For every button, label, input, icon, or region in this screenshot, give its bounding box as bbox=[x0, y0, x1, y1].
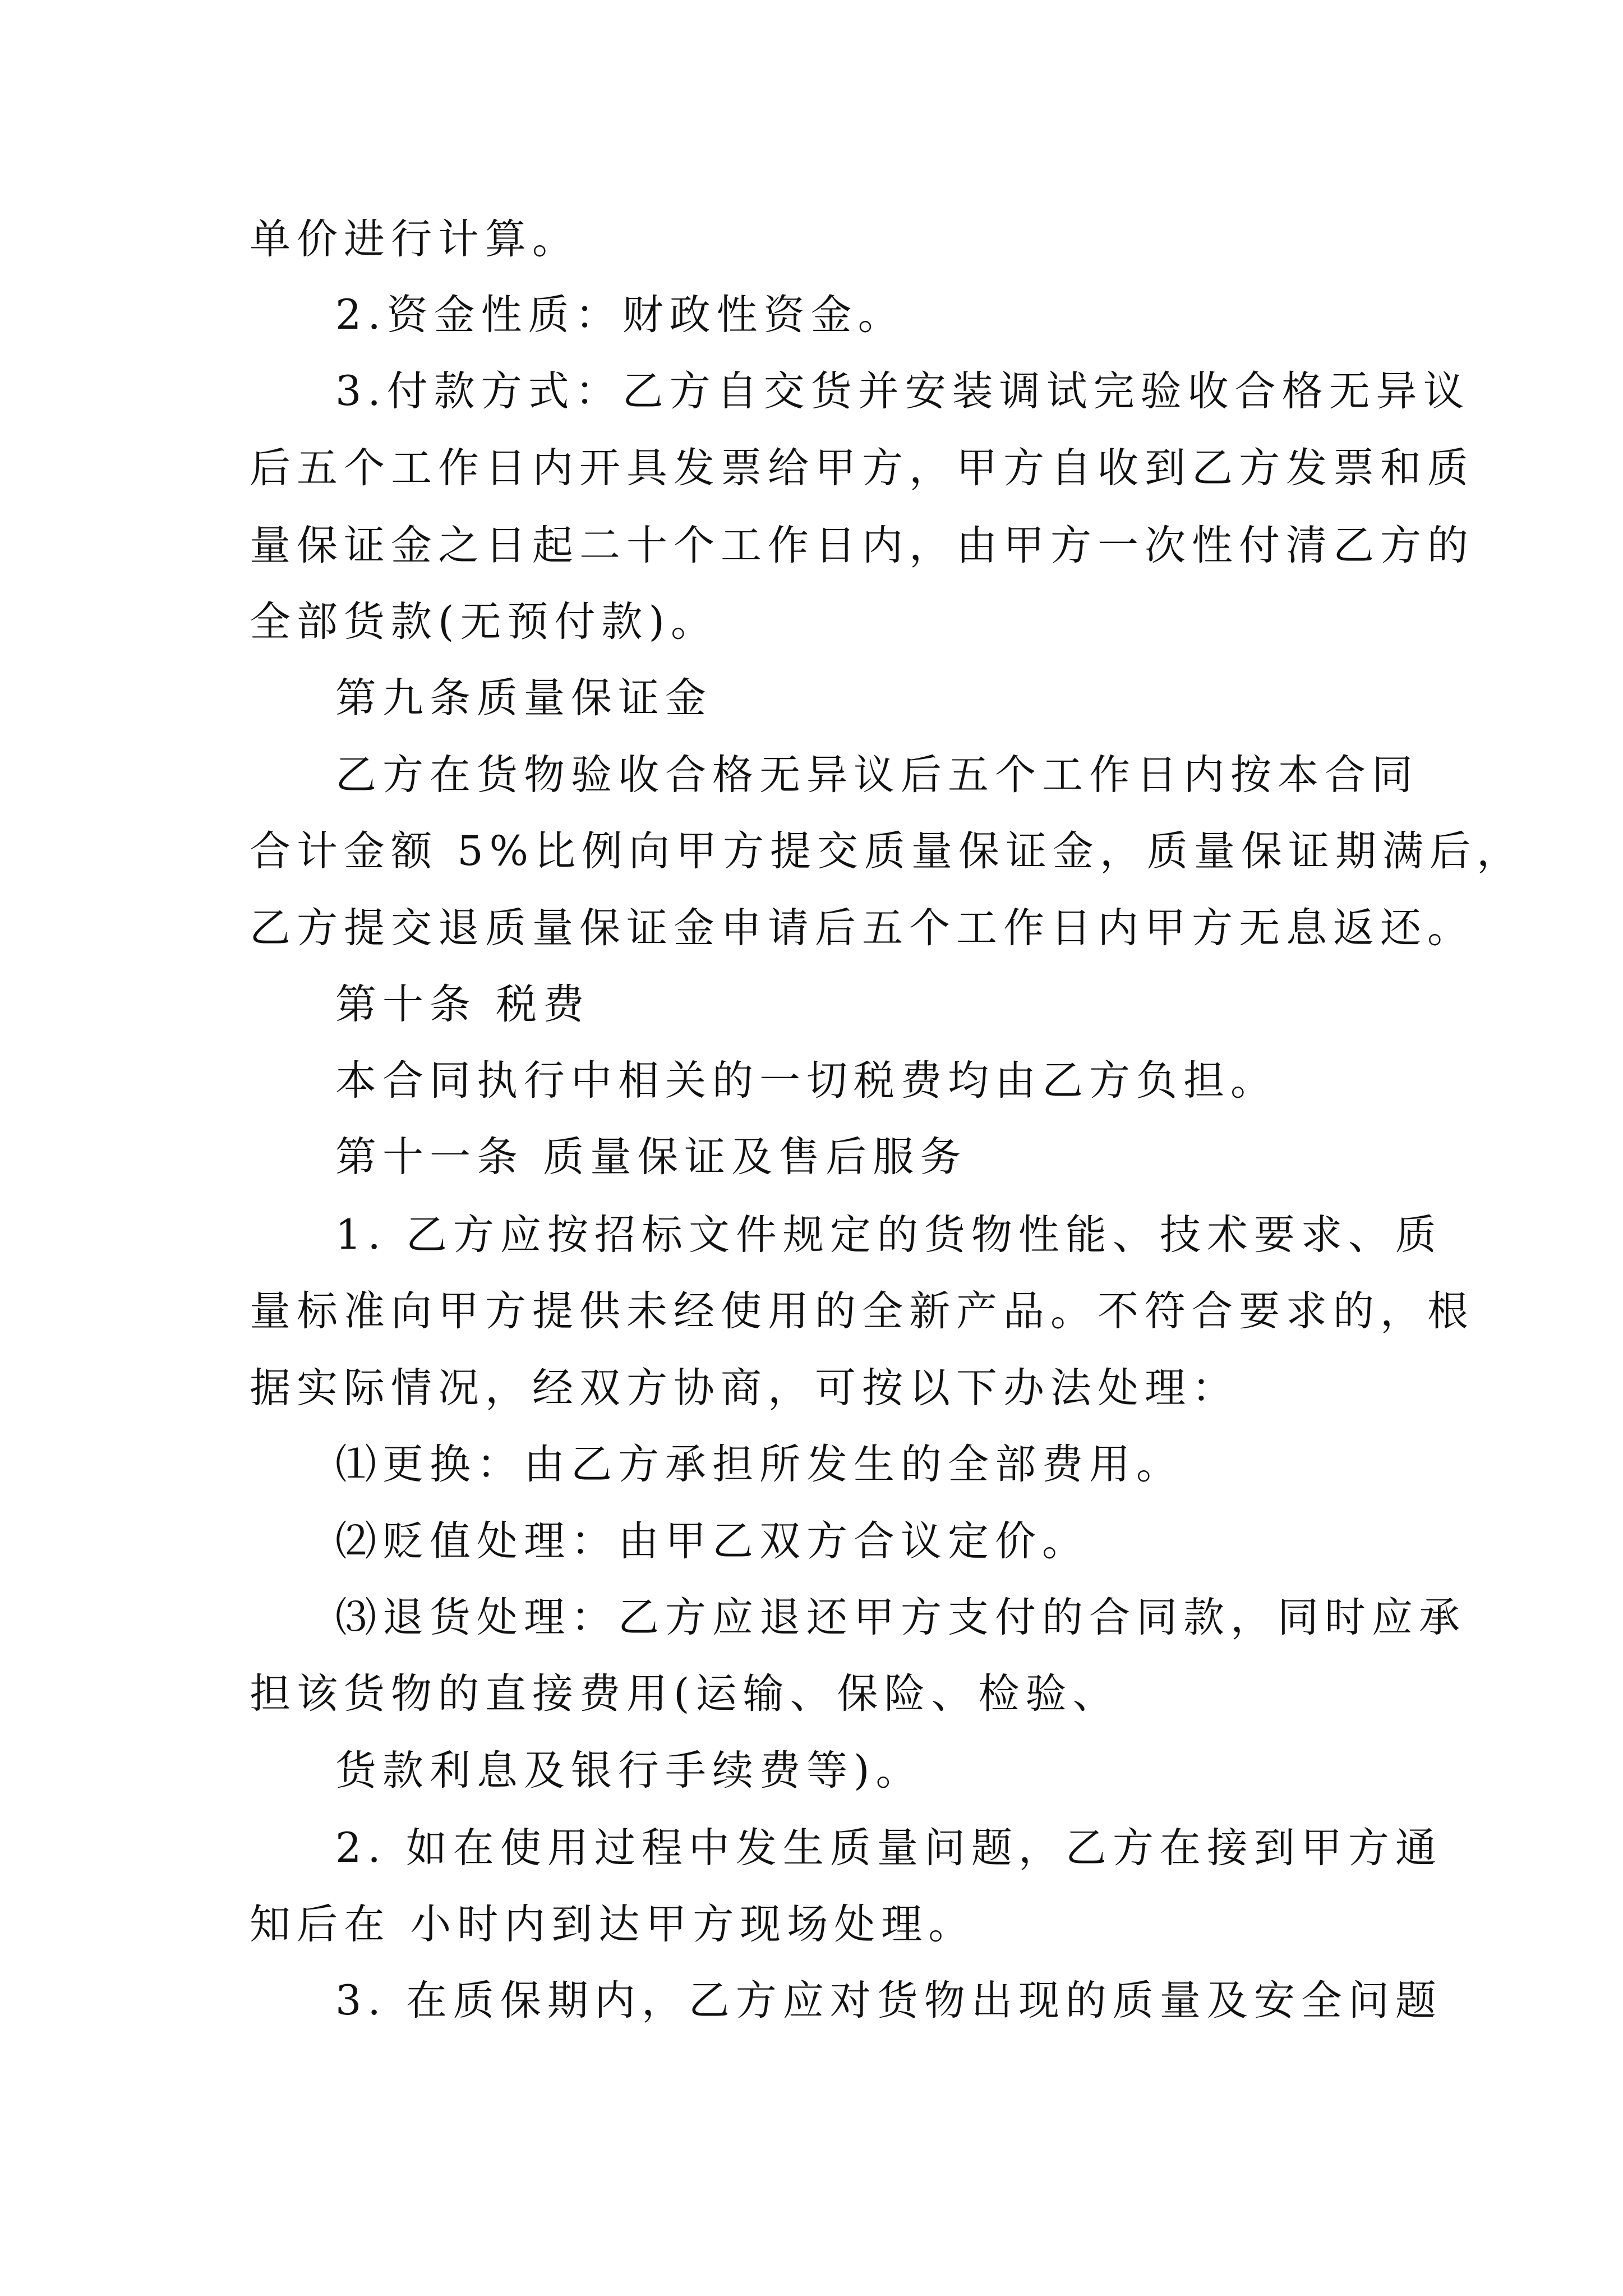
text-line: 货款利息及银行手续费等)。 bbox=[335, 1747, 923, 1795]
text-line: 后五个工作日内开具发票给甲方，甲方自收到乙方发票和质 bbox=[250, 444, 1474, 492]
text-line: 乙方提交退质量保证金申请后五个工作日内甲方无息返还。 bbox=[250, 904, 1474, 952]
text-line: 全部货款(无预付款)。 bbox=[250, 598, 718, 646]
text-line: ⑵贬值处理：由甲乙双方合议定价。 bbox=[335, 1517, 1089, 1565]
text-line: 合计金额 5%比例向甲方提交质量保证金，质量保证期满后， bbox=[250, 827, 1524, 875]
text-line: 本合同执行中相关的一切税费均由乙方负担。 bbox=[335, 1057, 1278, 1105]
text-line: ⑶退货处理：乙方应退还甲方支付的合同款，同时应承 bbox=[335, 1594, 1466, 1641]
section-heading: 第九条质量保证金 bbox=[335, 674, 712, 722]
text-line: 2. 如在使用过程中发生质量问题，乙方在接到甲方通 bbox=[335, 1824, 1442, 1872]
text-line: 担该货物的直接费用(运输、保险、检验、 bbox=[250, 1670, 1120, 1718]
section-heading: 第十一条 质量保证及售后服务 bbox=[335, 1133, 967, 1181]
text-line: 3. 在质保期内，乙方应对货物出现的质量及安全问题 bbox=[335, 1977, 1442, 2024]
text-line: 知后在 小时内到达甲方现场处理。 bbox=[250, 1901, 976, 1948]
text-line: 乙方在货物验收合格无异议后五个工作日内按本合同 bbox=[335, 751, 1419, 799]
text-line: 2.资金性质：财政性资金。 bbox=[335, 291, 905, 339]
text-line: 据实际情况，经双方协商，可按以下办法处理： bbox=[250, 1364, 1239, 1412]
text-line: 单价进行计算。 bbox=[250, 215, 579, 263]
text-line: 量保证金之日起二十个工作日内，由甲方一次性付清乙方的 bbox=[250, 522, 1474, 569]
text-line: 量标准向甲方提供未经使用的全新产品。不符合要求的，根 bbox=[250, 1287, 1474, 1335]
text-line: ⑴更换：由乙方承担所发生的全部费用。 bbox=[335, 1441, 1183, 1488]
section-heading: 第十条 税费 bbox=[335, 981, 591, 1028]
text-line: 1. 乙方应按招标文件规定的货物性能、技术要求、质 bbox=[335, 1211, 1442, 1259]
text-line: 3.付款方式：乙方自交货并安装调试完验收合格无异议 bbox=[335, 367, 1470, 415]
